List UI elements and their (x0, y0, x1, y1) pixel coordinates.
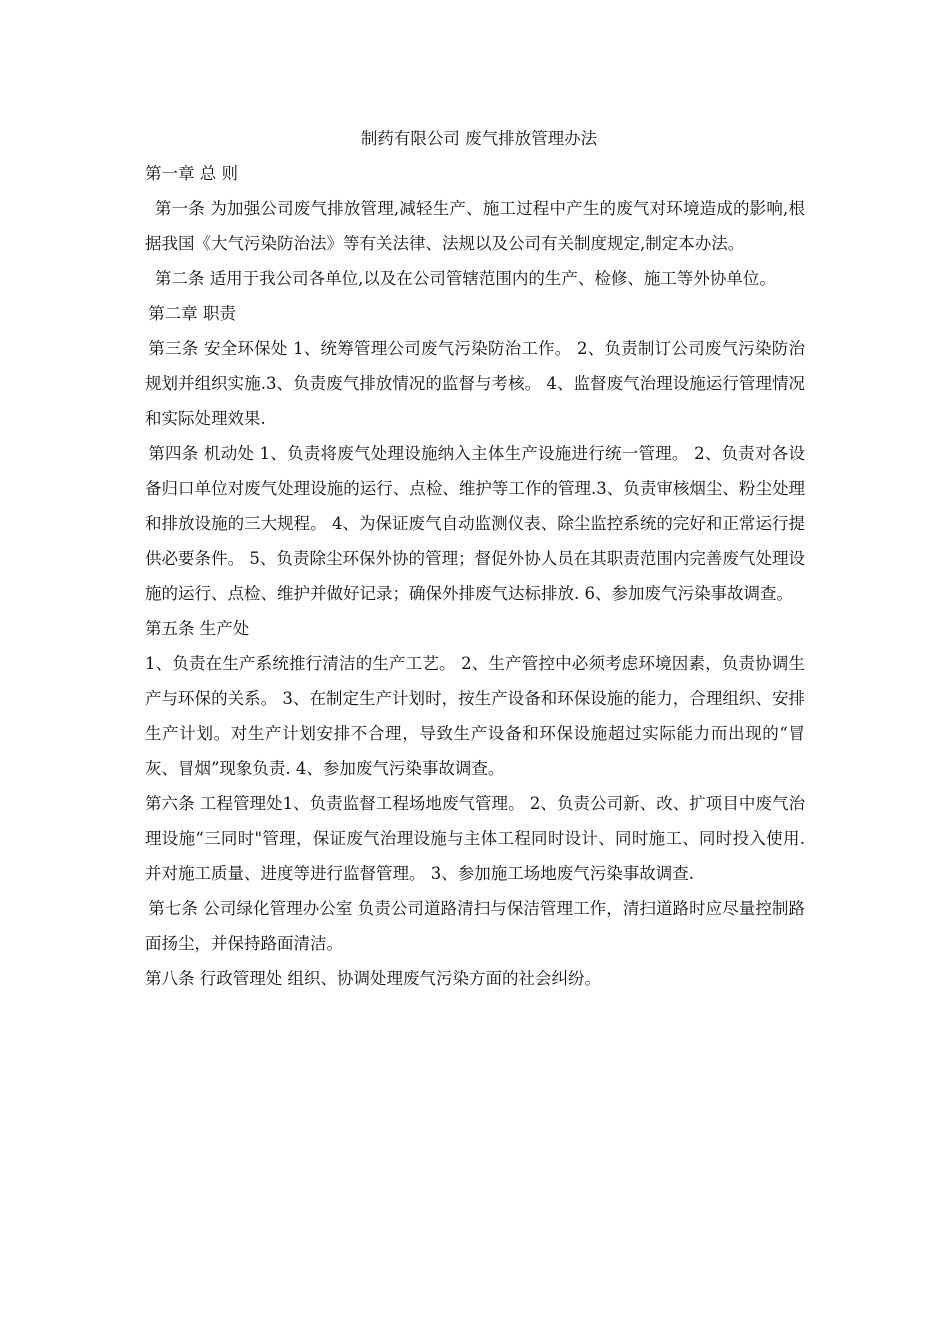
article-1: 第一条 为加强公司废气排放管理,减轻生产、施工过程中产生的废气对环境造成的影响,根据我国《大气污染防治法》等有关法律、法规以及公司有关制度规定,制定本办法。 (145, 199, 805, 253)
article-5-body: 1、负责在生产系统推行清洁的生产工艺。 2、生产管控中必须考虑环境因素，负责协调生产与环保的关系。 3、在制定生产计划时，按生产设备和环保设施的能力，合理组织、安排生产计划。对生产计划安排不合理，导致生产设备和环保设施超过实际能力而出现的“冒灰、冒烟”现象负责. 4、参加废气污染事故调查。 (145, 654, 805, 778)
document-title: 制药有限公司 废气排放管理办法 (360, 129, 598, 148)
chapter-2-heading: 第二章 职责 (148, 304, 237, 323)
article-6: 第六条 工程管理处1、负责监督工程场地废气管理。 2、负责公司新、改、扩项目中废气治理设施“三同时"管理，保证废气治理设施与主体工程同时设计、同时施工、同时投入使用.并对施工质量、进度等进行监督管理。 3、参加施工场地废气污染事故调查. (145, 794, 805, 883)
article-3: 第三条 安全环保处 1、统筹管理公司废气污染防治工作。 2、负责制订公司废气污染防治规划并组织实施.3、负责废气排放情况的监督与考核。 4、监督废气治理设施运行管理情况和实际处理效果. (145, 339, 805, 428)
article-4: 第四条 机动处 1、负责将废气处理设施纳入主体生产设施进行统一管理。 2、负责对各设备归口单位对废气处理设施的运行、点检、维护等工作的管理.3、负责审核烟尘、粉尘处理和排放设施的三大规程。 4、为保证废气自动监测仪表、除尘监控系统的完好和正常运行提供必要条件。 5、负责除尘环保外协的管理；督促外协人员在其职责范围内完善废气处理设施的运行、点检、维护并做好记录；确保外排废气达标排放. 6、参加废气污染事故调查。 (145, 444, 805, 603)
article-2: 第二条 适用于我公司各单位,以及在公司管辖范围内的生产、检修、施工等外协单位。 (154, 269, 776, 288)
article-8: 第八条 行政管理处 组织、协调处理废气污染方面的社会纠纷。 (145, 969, 601, 988)
article-7: 第七条 公司绿化管理办公室 负责公司道路清扫与保洁管理工作，清扫道路时应尽量控制路面扬尘，并保持路面清洁。 (145, 899, 805, 953)
chapter-1-heading: 第一章 总 则 (145, 164, 238, 183)
document-page (145, 122, 805, 996)
article-5-heading: 第五条 生产处 (145, 619, 250, 638)
